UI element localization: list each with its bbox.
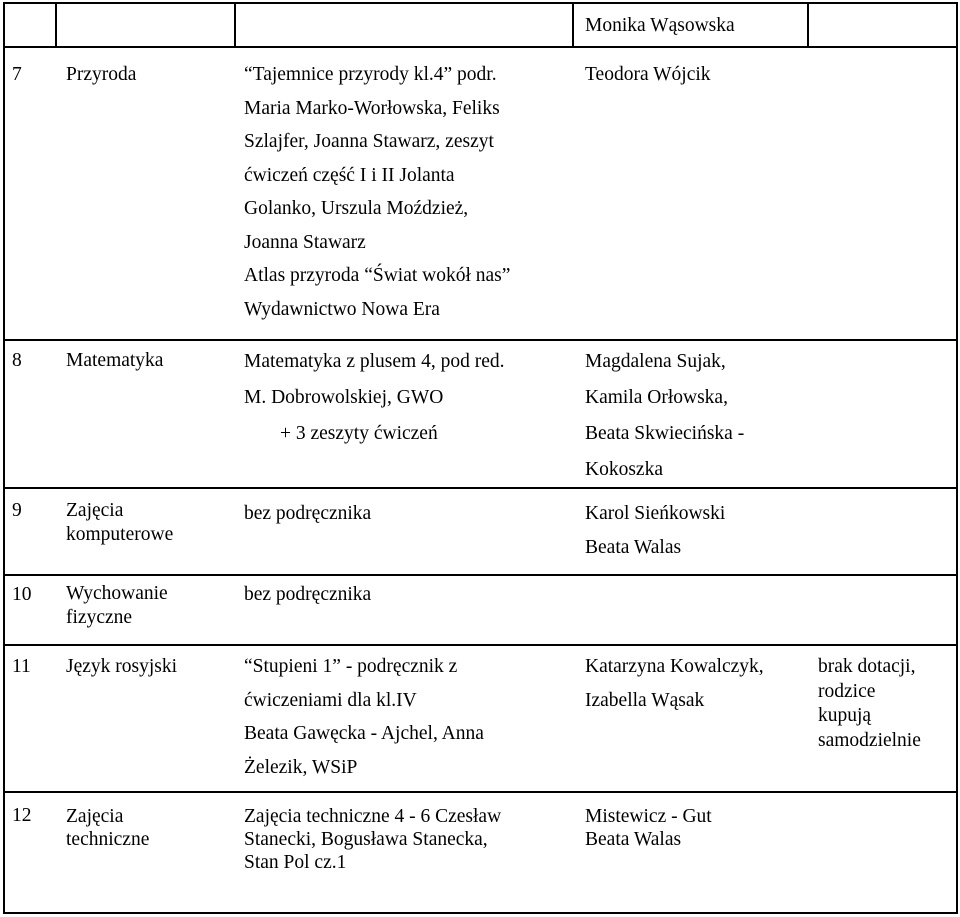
row-divider bbox=[3, 644, 958, 646]
row-divider bbox=[3, 487, 958, 489]
teacher-cell: Magdalena Sujak, Kamila Orłowska, Beata Skwiecińska - Kokoszka bbox=[585, 351, 745, 480]
subject-cell: Przyroda bbox=[66, 64, 137, 85]
row-number: 12 bbox=[12, 805, 32, 826]
row-number: 11 bbox=[12, 656, 31, 677]
subject-cell: Wychowanie fizyczne bbox=[66, 583, 168, 628]
textbook-cell: Matematyka z plusem 4, pod red. M. Dobrowolskiej, GWO + 3 zeszyty ćwiczeń bbox=[244, 351, 505, 444]
subject-cell: Zajęcia techniczne bbox=[66, 806, 150, 850]
teacher-cell: Katarzyna Kowalczyk, Izabella Wąsak bbox=[585, 656, 764, 711]
col-divider bbox=[55, 2, 57, 47]
notes-cell: brak dotacji, rodzice kupują samodzielnie bbox=[818, 656, 921, 751]
subject-cell: Język rosyjski bbox=[66, 656, 178, 677]
row-divider bbox=[3, 339, 958, 341]
textbook-cell: “Stupieni 1” - podręcznik z ćwiczeniami dla kl.IV Beata Gawęcka - Ajchel, Anna Żelezik, WSiP bbox=[244, 656, 484, 778]
teacher-cell: Teodora Wójcik bbox=[585, 64, 711, 85]
row-number: 9 bbox=[12, 500, 22, 521]
row-number: 8 bbox=[12, 350, 22, 371]
textbook-cell: bez podręcznika bbox=[244, 584, 372, 605]
row-divider bbox=[3, 574, 958, 576]
teacher-cell: Karol Sieńkowski Beata Walas bbox=[585, 503, 726, 558]
teacher-cell: Mistewicz - Gut Beata Walas bbox=[585, 806, 712, 850]
header-teacher: Monika Wąsowska bbox=[585, 15, 735, 36]
subject-cell: Zajęcia komputerowe bbox=[66, 500, 174, 545]
col-divider bbox=[234, 2, 236, 47]
textbook-cell: “Tajemnice przyrody kl.4” podr. Maria Marko-Worłowska, Feliks Szlajfer, Joanna Stawarz, zeszyt ćwiczeń część I i II Jolanta Golanko, Urszula Moździeż, Joanna Stawarz Atlas przyroda “Świat wokół nas” Wydawnictwo Nowa Era bbox=[244, 64, 511, 320]
col-divider bbox=[3, 2, 5, 914]
col-divider bbox=[807, 2, 809, 47]
textbook-cell: bez podręcznika bbox=[244, 503, 372, 524]
row-divider bbox=[3, 912, 958, 914]
subject-cell: Matematyka bbox=[66, 350, 164, 371]
row-divider bbox=[3, 46, 958, 48]
row-number: 10 bbox=[12, 584, 32, 605]
col-divider bbox=[572, 2, 574, 47]
textbook-cell: Zajęcia techniczne 4 - 6 Czesław Stanecki, Bogusława Stanecka, Stan Pol cz.1 bbox=[244, 806, 502, 873]
row-number: 7 bbox=[12, 64, 22, 85]
row-divider bbox=[3, 2, 958, 4]
col-divider bbox=[956, 2, 958, 914]
row-divider bbox=[3, 791, 958, 793]
